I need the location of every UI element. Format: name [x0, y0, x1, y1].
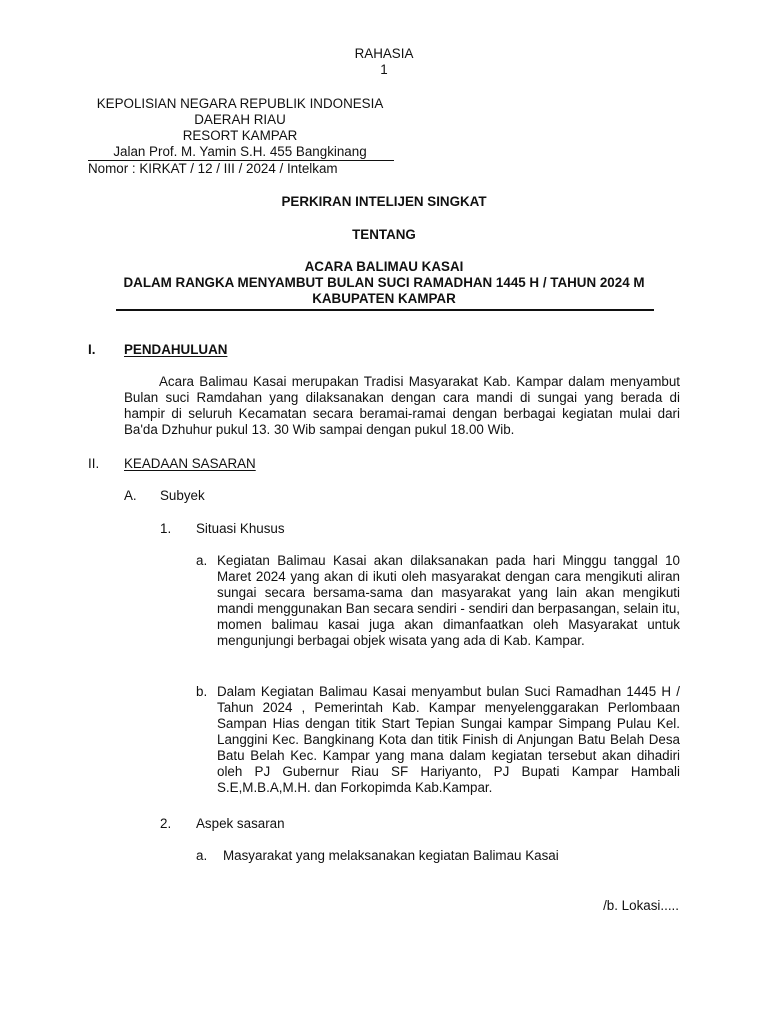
address-line: Jalan Prof. M. Yamin S.H. 455 Bangkinang: [113, 144, 367, 159]
item-1a-paragraph: Kegiatan Balimau Kasai akan dilaksanakan pada hari Minggu tanggal 10 Maret 2024 yang akan di ikuti oleh masyarakat dengan cara mengikuti aliran sungai secara bersama-sama dan masyarakat yang lain akan mengikuti mandi menggunakan Ban secara sendiri - sendiri dan berpasangan, selain itu, momen balimau kasai juga akan dimanfaatkan oleh Masyarakat untuk mengunjungi berbagai objek wisata yang ada di Kab. Kampar.: [217, 553, 681, 648]
item-2-number: 2.: [160, 816, 172, 831]
section-2-heading: KEADAAN SASARAN: [124, 456, 256, 471]
section-2-number: II.: [88, 456, 100, 471]
item-2a-letter: a.: [196, 848, 208, 863]
org-line-3: RESORT KAMPAR: [182, 128, 298, 143]
subsection-a-label: Subyek: [160, 488, 205, 503]
section-1-heading: PENDAHULUAN: [124, 342, 228, 357]
item-1a-letter: a.: [196, 553, 208, 568]
title-divider: [116, 309, 654, 311]
classification-label: RAHASIA: [354, 46, 414, 61]
item-1b-paragraph: Dalam Kegiatan Balimau Kasai menyambut bulan Suci Ramadhan 1445 H / Tahun 2024 , Pemerintah Kab. Kampar menyelenggarakan Perlombaan Sampan Hias dengan titik Start Tepian Sungai kampar Simpang Pulau Kel. Langgini Kec. Bangkinang Kota dan titik Finish di Anjungan Batu Belah Desa Batu Belah Kec. Kampar yang mana dalam kegiatan tersebut akan dihadiri oleh PJ Gubernur Riau SF Hariyanto, PJ Bupati Kampar Hambali S.E,M.B.A,M.H. dan Forkopimda Kab.Kampar.: [217, 684, 680, 795]
title-subject-line-1: ACARA BALIMAU KASAI: [304, 259, 464, 274]
section-1-paragraph: Acara Balimau Kasai merupakan Tradisi Masyarakat Kab. Kampar dalam menyambut Bulan suci Ramdahan yang dilaksanakan dengan cara mandi di sungai yang berada di hampir di seluruh Kecamatan secara beramai-ramai dengan berbagai kegiatan mulai dari Ba'da Dzhuhur pukul 13. 30 Wib sampai dengan pukul 18.00 Wib.: [124, 374, 680, 437]
document-title: PERKIRAN INTELIJEN SINGKAT: [281, 194, 487, 209]
org-line-1: KEPOLISIAN NEGARA REPUBLIK INDONESIA: [96, 96, 384, 111]
item-1-label: Situasi Khusus: [196, 521, 285, 536]
title-subject-line-2: DALAM RANGKA MENYAMBUT BULAN SUCI RAMADHAN 1445 H / TAHUN 2024 M: [123, 275, 645, 290]
item-1b-letter: b.: [196, 684, 208, 699]
item-2-label: Aspek sasaran: [196, 816, 285, 831]
subsection-a-number: A.: [124, 488, 137, 503]
continuation-note: /b. Lokasi.....: [603, 898, 679, 913]
title-tentang: TENTANG: [352, 227, 416, 242]
section-1-number: I.: [88, 342, 96, 357]
item-2a-text: Masyarakat yang melaksanakan kegiatan Balimau Kasai: [223, 848, 559, 863]
item-1-number: 1.: [160, 521, 172, 536]
title-subject-line-3: KABUPATEN KAMPAR: [312, 291, 456, 306]
document-number: Nomor : KIRKAT / 12 / III / 2024 / Intelkam: [88, 161, 338, 176]
page-number: 1: [380, 62, 388, 77]
org-line-2: DAERAH RIAU: [194, 112, 286, 127]
